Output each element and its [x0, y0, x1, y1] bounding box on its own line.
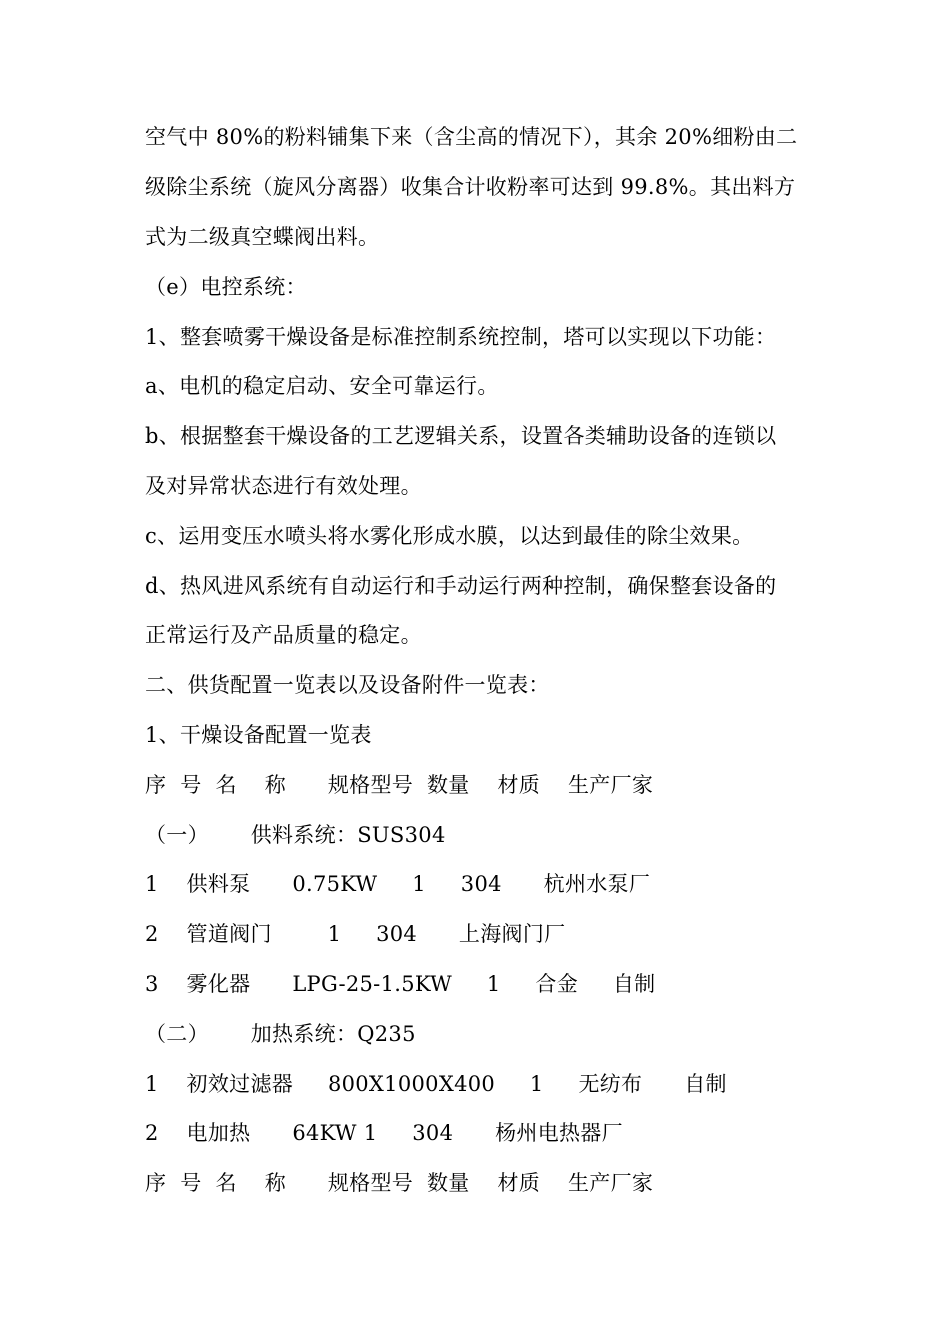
- table-row: 1 初效过滤器 800X1000X400 1 无纺布 自制: [145, 1072, 727, 1096]
- text-line: 及对异常状态进行有效处理。: [145, 474, 422, 498]
- table-row: 1 供料泵 0.75KW 1 304 杭州水泵厂: [145, 872, 651, 896]
- text-line: 式为二级真空蝶阀出料。: [145, 225, 380, 249]
- section-heading: 二、供货配置一览表以及设备附件一览表：: [145, 673, 550, 697]
- section-heading: （e）电控系统：: [145, 275, 307, 299]
- section-heading: 1、干燥设备配置一览表: [145, 723, 372, 747]
- text-line: c、运用变压水喷头将水雾化形成水膜，以达到最佳的除尘效果。: [145, 524, 754, 548]
- text-line: 正常运行及产品质量的稳定。: [145, 623, 422, 647]
- table-group-row: （一） 供料系统：SUS304: [145, 823, 446, 847]
- text-line: a、电机的稳定启动、安全可靠运行。: [145, 374, 499, 398]
- text-line: 空气中 80%的粉料铺集下来（含尘高的情况下），其余 20%细粉由二: [145, 125, 798, 149]
- text-line: 级除尘系统（旋风分离器）收集合计收粉率可达到 99.8%。其出料方: [145, 175, 796, 199]
- table-header-row: 序 号 名 称 规格型号 数量 材质 生产厂家: [145, 773, 654, 797]
- text-line: 1、整套喷雾干燥设备是标准控制系统控制，塔可以实现以下功能：: [145, 325, 777, 349]
- text-line: d、热风进风系统有自动运行和手动运行两种控制，确保整套设备的: [145, 574, 777, 598]
- table-row: 3 雾化器 LPG-25-1.5KW 1 合金 自制: [145, 972, 656, 996]
- table-row: 2 管道阀门 1 304 上海阀门厂: [145, 922, 566, 946]
- table-header-row: 序 号 名 称 规格型号 数量 材质 生产厂家: [145, 1171, 654, 1195]
- table-row: 2 电加热 64KW 1 304 杨州电热器厂: [145, 1121, 623, 1145]
- text-line: b、根据整套干燥设备的工艺逻辑关系，设置各类辅助设备的连锁以: [145, 424, 777, 448]
- table-group-row: （二） 加热系统：Q235: [145, 1022, 416, 1046]
